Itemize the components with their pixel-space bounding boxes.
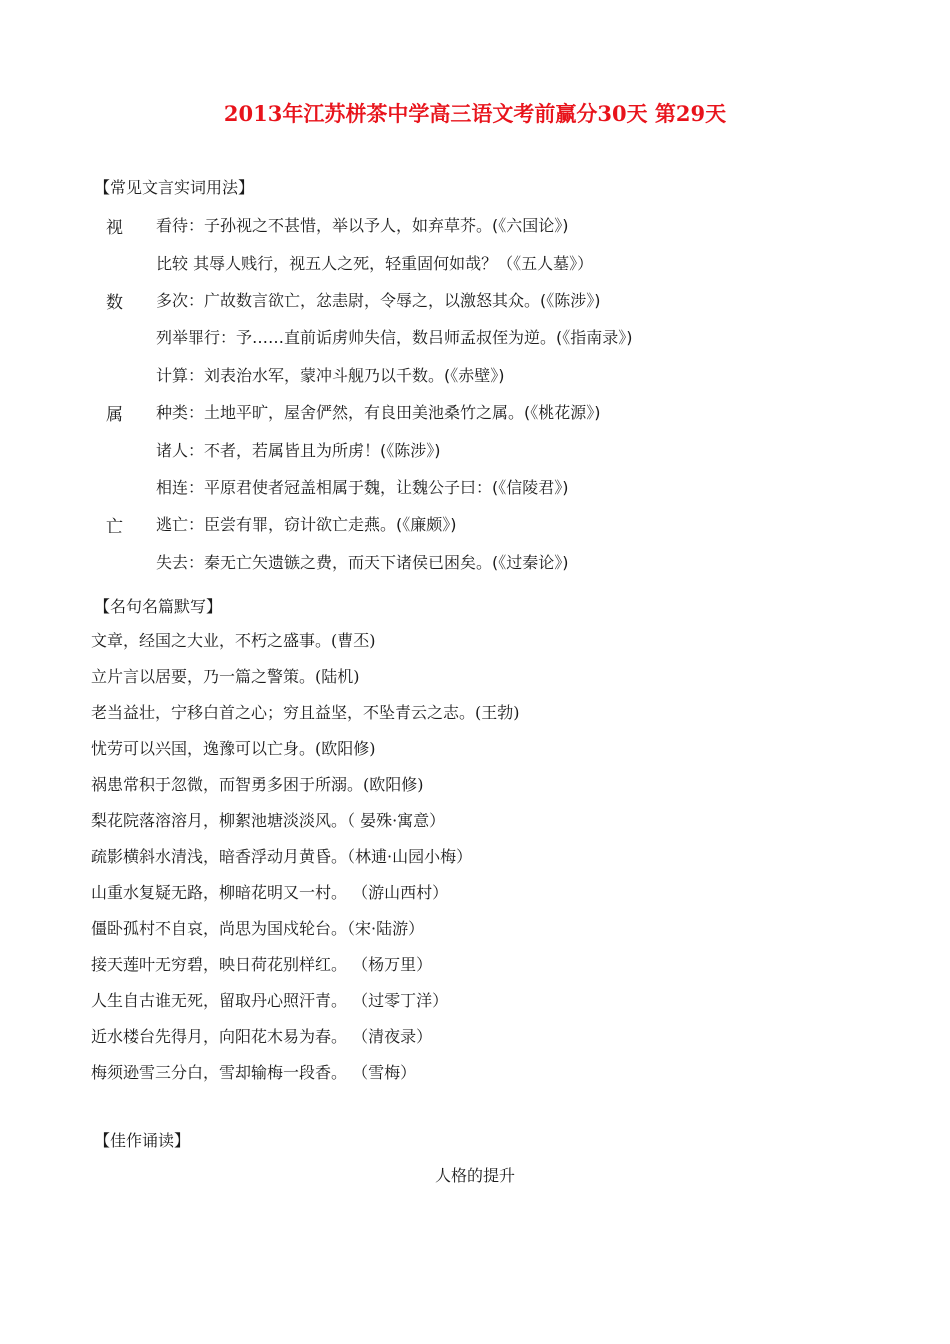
quote-line: 梨花院落溶溶月，柳絮池塘淡淡风。（ 晏殊·寓意） xyxy=(91,811,446,830)
vocab-usage: 列举罪行：予……直前诟虏帅失信，数吕师孟叔侄为逆。(《指南录》) xyxy=(156,328,633,347)
vocab-usage: 看待：子孙视之不甚惜，举以予人，如弃草芥。(《六国论》) xyxy=(156,216,569,235)
vocab-word: 数 xyxy=(106,293,123,313)
vocab-usage: 比较 其辱人贱行，视五人之死，轻重固何如哉？（《五人墓》） xyxy=(156,254,594,273)
reading-section-heading: 【佳作诵读】 xyxy=(94,1131,191,1150)
quote-line: 近水楼台先得月，向阳花木易为春。 （清夜录） xyxy=(91,1027,433,1046)
quote-line: 忧劳可以兴国，逸豫可以亡身。(欧阳修) xyxy=(91,739,376,758)
quote-line: 疏影横斜水清浅，暗香浮动月黄昏。（林逋·山园小梅） xyxy=(91,847,473,866)
quote-line: 老当益壮，宁移白首之心；穷且益坚，不坠青云之志。(王勃) xyxy=(91,703,520,722)
vocab-usage: 诸人：不者，若属皆且为所虏！(《陈涉》) xyxy=(156,441,441,460)
vocab-usage: 失去：秦无亡矢遗镞之费，而天下诸侯已困矣。(《过秦论》) xyxy=(156,553,569,572)
quote-line: 立片言以居要，乃一篇之警策。(陆机) xyxy=(91,667,360,686)
quote-line: 梅须逊雪三分白，雪却输梅一段香。 （雪梅） xyxy=(91,1063,417,1082)
vocab-word: 亡 xyxy=(106,517,123,537)
vocab-usage: 逃亡：臣尝有罪，窃计欲亡走燕。(《廉颇》) xyxy=(156,515,457,534)
vocab-usage: 计算：刘表治水军，蒙冲斗舰乃以千数。(《赤壁》) xyxy=(156,366,505,385)
quote-line: 人生自古谁无死，留取丹心照汗青。 （过零丁洋） xyxy=(91,991,449,1010)
quote-line: 文章，经国之大业，不朽之盛事。(曹丕) xyxy=(91,631,376,650)
quote-line: 接天莲叶无穷碧，映日荷花别样红。 （杨万里） xyxy=(91,955,433,974)
vocab-usage: 相连：平原君使者冠盖相属于魏，让魏公子曰：(《信陵君》) xyxy=(156,478,569,497)
vocab-usage: 种类：土地平旷，屋舍俨然，有良田美池桑竹之属。(《桃花源》) xyxy=(156,403,601,422)
quote-line: 山重水复疑无路，柳暗花明又一村。 （游山西村） xyxy=(91,883,449,902)
vocab-section-heading: 【常见文言实词用法】 xyxy=(94,178,255,197)
quote-line: 僵卧孤村不自哀，尚思为国戍轮台。（宋·陆游） xyxy=(91,919,425,938)
page-title: 2013年江苏栟茶中学高三语文考前赢分30天 第29天 xyxy=(223,101,727,126)
vocab-word: 属 xyxy=(106,405,123,425)
vocab-word: 视 xyxy=(106,218,123,238)
essay-title: 人格的提升 xyxy=(434,1166,515,1185)
vocab-usage: 多次：广故数言欲亡，忿恚尉，令辱之，以激怒其众。(《陈涉》) xyxy=(156,291,601,310)
quote-line: 祸患常积于忽微，而智勇多困于所溺。(欧阳修) xyxy=(91,775,424,794)
quotes-section-heading: 【名句名篇默写】 xyxy=(94,597,223,616)
